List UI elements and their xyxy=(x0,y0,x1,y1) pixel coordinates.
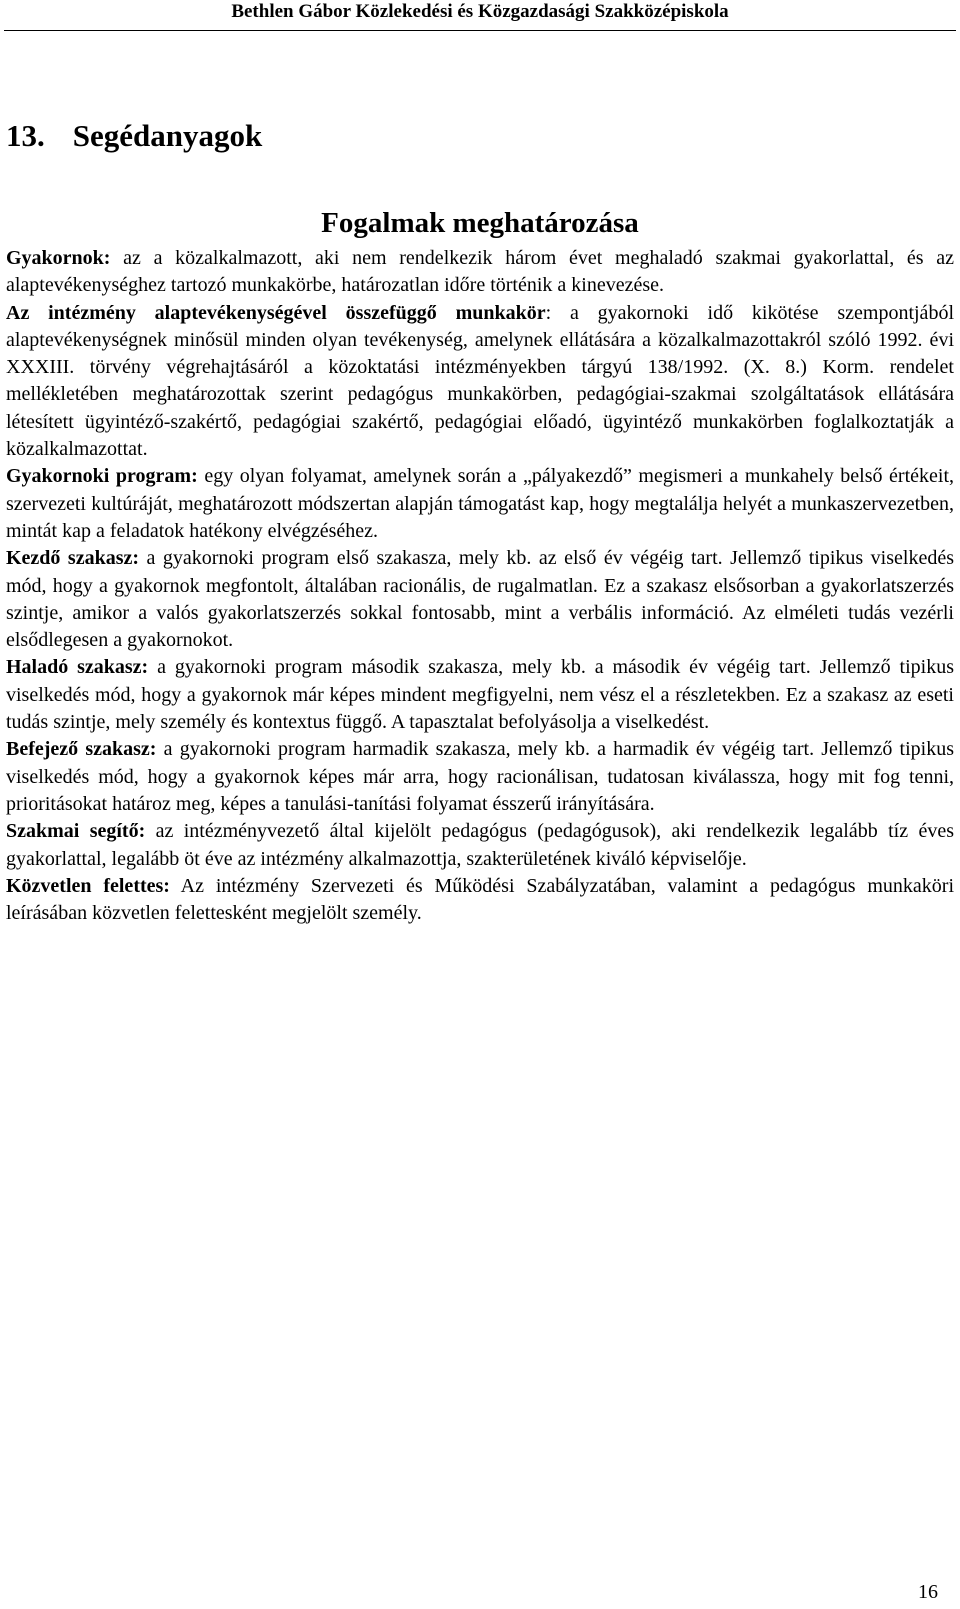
definition-term: Szakmai segítő: xyxy=(6,820,146,843)
header-divider xyxy=(4,30,956,31)
definition-kezdo-szakasz xyxy=(6,545,954,654)
definition-term: Befejező szakasz: xyxy=(6,738,157,761)
definition-text: a gyakornoki program második szakasza, mely kb. a második év végéig tart. Jellemző tipikus viselkedés mód, hogy a gyakornok már képes mindent megfigyelni, nem vész el a részletekben. Ez a szakasz az eseti tudás szintje, mely személy és kontextus függő. A tapasztalat befolyásolja a viselkedést. xyxy=(6,656,955,734)
definition-befejezo-szakasz xyxy=(6,736,954,818)
definition-text: egy olyan folyamat, amelynek során a „pályakezdő” megismeri a munkahely belső értékeit, szervezeti kultúráját, meghatározott módszertan alapján támogatást kap, hogy megtalálja helyét a munkaszervezetben, mintát kap a feladatok hatékony elvégzéséhez. xyxy=(6,465,955,542)
section-title: Fogalmak meghatározása xyxy=(321,207,639,239)
definition-text: Az intézmény Szervezeti és Működési Szabályzatában, valamint a pedagógus munkaköri leírásában közvetlen felettesként megjelölt személy. xyxy=(6,874,955,925)
definition-text: : a gyakornoki idő kikötése szempontjából alaptevékenységnek minősül minden olyan tevékenység, amelynek ellátására a közalkalmazottakról szóló 1992. évi XXXIII. törvény végrehajtásáról a közoktatási intézményekben tárgyú 138/1992. (X. 8.) Korm. rendelet mellékletében meghatározottak szerint pedagógus munkakörben, pedagógiai-szakmai szolgáltatások ellátására létesített ügyintéző-szakértő, pedagógiai szakértő, pedagógiai előadó, ügyintéző munkakörben foglalkoztatják a közalkalmazottat. xyxy=(6,301,954,461)
definition-term: Haladó szakasz: xyxy=(6,656,149,679)
definition-term: Gyakornok: xyxy=(6,247,111,269)
definition-text: a gyakornoki program első szakasza, mely kb. az első év végéig tart. Jellemző tipikus viselkedés mód, hogy a gyakornok megfontolt, általában racionális, de rugalmatlan. Ez a szakasz elsősorban a gyakorlatszerzés szintje, amikor a valós gyakorlatszerzés sokkal fontosabb, mint a verbális információ. Az elméleti tudás vezérli elsődlegesen a gyakornokot. xyxy=(6,547,954,652)
definition-term: Kezdő szakasz: xyxy=(6,547,140,570)
chapter-heading xyxy=(6,116,262,156)
definition-halado-szakasz xyxy=(6,654,954,736)
page-number: 16 xyxy=(918,1581,938,1603)
definition-term: Gyakornoki program: xyxy=(6,465,198,488)
definition-text: az intézményvezető által kijelölt pedagógus (pedagógusok), aki rendelkezik legalább tíz éves gyakorlattal, legalább öt éve az intézmény alkalmazottja, szakterületének kiváló képviselője. xyxy=(6,820,954,870)
definition-term: Közvetlen felettes: xyxy=(6,874,170,897)
definition-text: az a közalkalmazott, aki nem rendelkezik három évet meghaladó szakmai gyakorlattal, és az alaptevékenységhez tartozó munkakörbe, határozatlan időre történik a kinevezése. xyxy=(6,247,954,297)
school-header: Bethlen Gábor Közlekedési és Közgazdasági Szakközépiskola xyxy=(231,1,729,22)
definition-term: Az intézmény alaptevékenységével összefüggő munkakör xyxy=(6,301,546,324)
chapter-number: 13. xyxy=(6,118,45,153)
definition-szakmai-segito xyxy=(6,818,954,873)
chapter-title: Segédanyagok xyxy=(72,118,263,153)
definition-gyakornoki-program xyxy=(6,463,954,545)
definition-gyakornok xyxy=(6,245,954,300)
definition-kozvetlen-felettes xyxy=(6,873,954,928)
definition-text: a gyakornoki program harmadik szakasza, mely kb. a harmadik év végéig tart. Jellemző tipikus viselkedés mód, hogy a gyakornok képes már arra, hogy racionálisan, tudatosan kiválassza, hogy mit fog tenni, prioritásokat határoz meg, képes a tanulási-tanítási folyamat ésszerű irányítására. xyxy=(6,738,954,815)
definitions-body xyxy=(6,245,954,927)
definition-munkakor xyxy=(6,300,954,464)
